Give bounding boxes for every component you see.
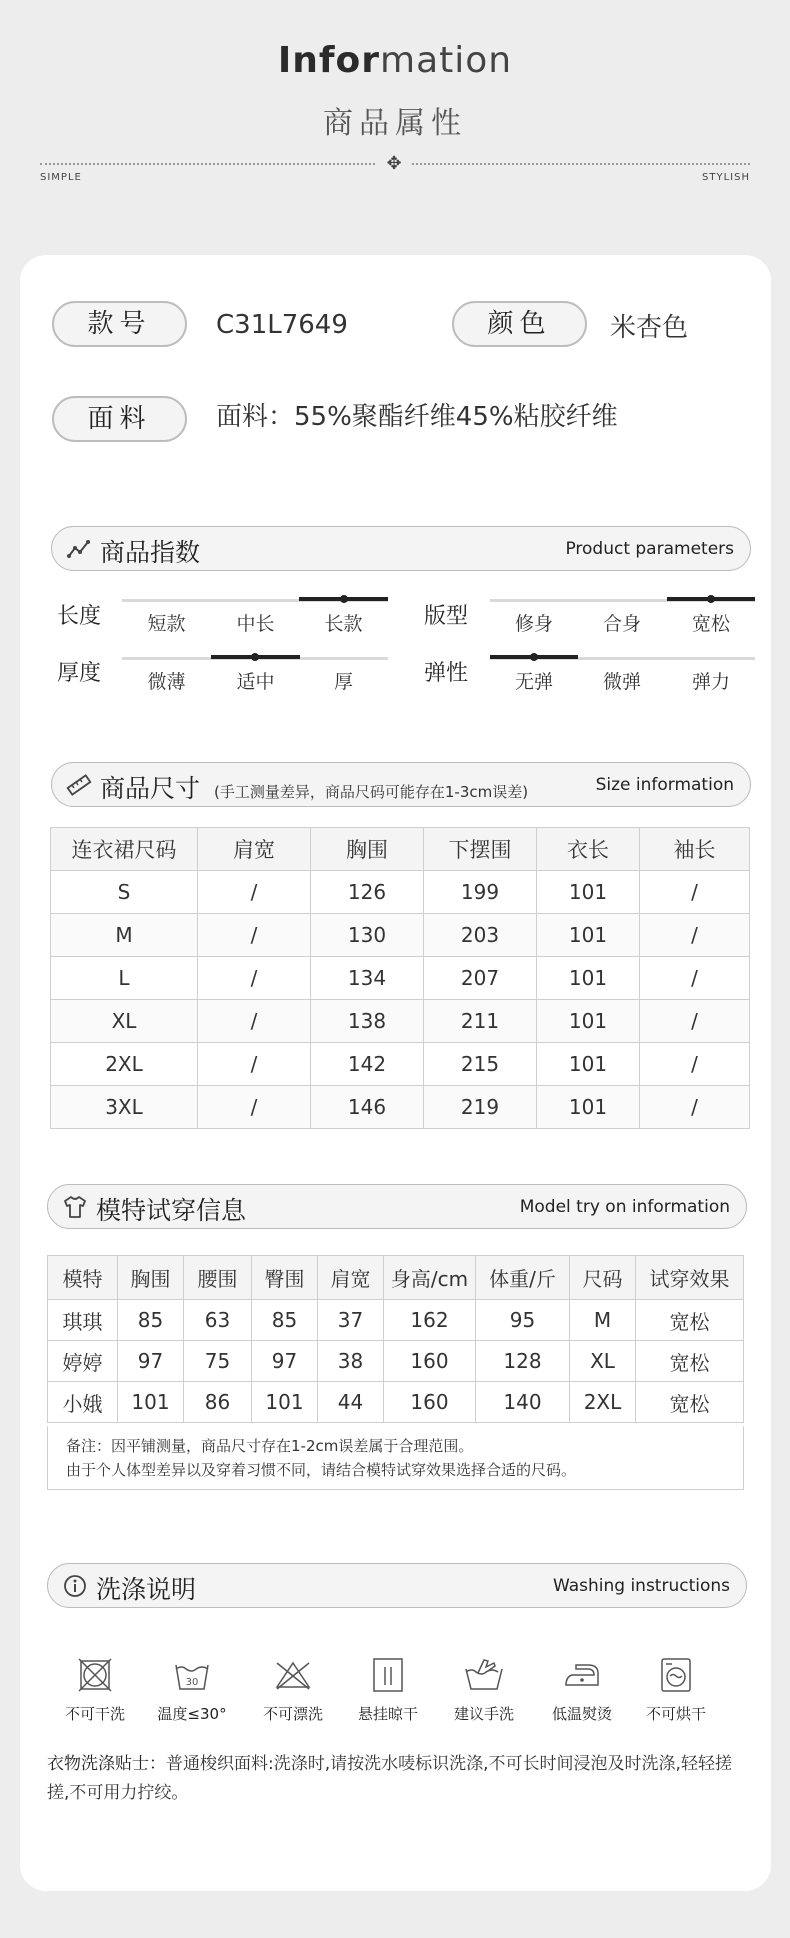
table-cell: 宽松 (636, 1300, 744, 1341)
table-header: 肩宽 (198, 828, 311, 871)
divider-right (412, 163, 750, 165)
wash-label: 悬挂晾干 (357, 1705, 418, 1723)
table-row (51, 871, 750, 914)
scale-option: 微弹 (602, 671, 641, 693)
page-header (0, 0, 790, 255)
table-cell: 95 (476, 1300, 570, 1341)
model-table (47, 1255, 744, 1423)
table-cell: 138 (311, 1000, 424, 1043)
fabric-label: 面料 (52, 396, 187, 442)
table-header: 尺码 (570, 1256, 636, 1300)
table-cell: XL (51, 1000, 198, 1043)
index-label-length: 长度 (57, 604, 102, 629)
header-title: Information (277, 40, 513, 81)
table-header: 模特 (48, 1256, 118, 1300)
scale-option: 无弹 (514, 671, 553, 693)
scale-option: 微薄 (147, 671, 186, 693)
table-cell: 101 (537, 1043, 640, 1086)
divider-left (40, 163, 375, 165)
table-row (51, 1086, 750, 1129)
scale-option: 合身 (602, 613, 641, 635)
index-label-elasticity: 弹性 (424, 661, 469, 686)
table-row (51, 1000, 750, 1043)
table-cell: 2XL (51, 1043, 198, 1086)
table-cell: 宽松 (636, 1341, 744, 1382)
wash-label: 低温熨烫 (551, 1705, 612, 1723)
section-header-model (47, 1184, 747, 1229)
table-cell: 146 (311, 1086, 424, 1129)
table-cell: 75 (184, 1341, 252, 1382)
no-tumble-icon (656, 1655, 696, 1695)
table-header: 臀围 (252, 1256, 318, 1300)
table-header: 试穿效果 (636, 1256, 744, 1300)
wash-item (636, 1655, 716, 1724)
fit-scale (490, 599, 755, 635)
ornament-icon: ✥ (386, 153, 402, 174)
table-cell: 215 (424, 1043, 537, 1086)
ruler-icon (66, 772, 92, 798)
table-cell: / (198, 1043, 311, 1086)
table-cell: / (198, 1000, 311, 1043)
table-cell: / (640, 871, 750, 914)
table-cell: / (198, 914, 311, 957)
table-cell: 142 (311, 1043, 424, 1086)
style-no-value: C31L7649 (216, 310, 348, 340)
table-cell: L (51, 957, 198, 1000)
table-cell: 101 (537, 914, 640, 957)
table-row (51, 914, 750, 957)
style-no-label: 款号 (52, 301, 187, 347)
section-title-en: Washing instructions (552, 1576, 730, 1596)
table-cell: 199 (424, 871, 537, 914)
scale-option: 适中 (236, 671, 275, 693)
table-cell: 160 (384, 1341, 476, 1382)
elasticity-scale (490, 657, 755, 693)
tag-right: STYLISH (702, 172, 750, 183)
table-header: 腰围 (184, 1256, 252, 1300)
table-cell: 85 (252, 1300, 318, 1341)
section-header-size (51, 762, 751, 807)
table-header: 衣长 (537, 828, 640, 871)
wash-label: 建议手洗 (453, 1705, 514, 1723)
wash-label: 不可漂洗 (262, 1705, 323, 1723)
index-label-thickness: 厚度 (57, 661, 102, 686)
section-title: 模特试穿信息 (96, 1196, 247, 1225)
no-bleach-icon (273, 1655, 313, 1695)
wash-item (152, 1655, 232, 1724)
info-icon (62, 1573, 88, 1599)
info-card (20, 255, 771, 1891)
wash-item (542, 1655, 622, 1724)
table-cell: 101 (537, 871, 640, 914)
line-dry-icon (368, 1655, 408, 1695)
wash-label: 不可干洗 (64, 1705, 125, 1723)
table-row (48, 1341, 744, 1382)
section-header-index (51, 526, 751, 571)
section-note: (手工测量差异，商品尺码可能存在1-3cm误差) (214, 783, 529, 801)
scale-option: 厚 (333, 671, 353, 693)
header-subtitle: 商品属性 (323, 106, 467, 141)
table-header: 袖长 (640, 828, 750, 871)
table-cell: 101 (537, 957, 640, 1000)
table-cell: / (640, 914, 750, 957)
color-label: 颜色 (452, 301, 587, 347)
section-title-en: Product parameters (565, 539, 734, 559)
table-cell: 160 (384, 1382, 476, 1423)
table-cell: S (51, 871, 198, 914)
table-row (51, 957, 750, 1000)
table-cell: 3XL (51, 1086, 198, 1129)
wash-item (348, 1655, 428, 1724)
table-cell: 162 (384, 1300, 476, 1341)
table-cell: 101 (537, 1086, 640, 1129)
table-header: 肩宽 (318, 1256, 384, 1300)
index-label-fit: 版型 (424, 604, 469, 629)
table-cell: 97 (118, 1341, 184, 1382)
remark-line: 备注：因平铺测量，商品尺寸存在1-2cm误差属于合理范围。 (66, 1437, 474, 1455)
table-cell: / (640, 957, 750, 1000)
table-cell: / (198, 871, 311, 914)
table-row (48, 1382, 744, 1423)
table-cell: / (640, 1000, 750, 1043)
table-cell: / (198, 957, 311, 1000)
wash-label: 温度≤30° (157, 1705, 227, 1723)
table-header: 胸围 (118, 1256, 184, 1300)
wash-tip (47, 1750, 747, 1808)
thickness-scale (122, 657, 388, 693)
table-cell: 128 (476, 1341, 570, 1382)
table-cell: 203 (424, 914, 537, 957)
wash-item (55, 1655, 135, 1724)
table-cell: / (640, 1043, 750, 1086)
scale-option: 短款 (147, 613, 186, 635)
wash-label: 不可烘干 (645, 1705, 706, 1723)
color-value: 米杏色 (610, 313, 689, 343)
table-cell: 219 (424, 1086, 537, 1129)
table-cell: 140 (476, 1382, 570, 1423)
wash-tip-text: 普通梭织面料:洗涤时,请按洗水唛标识洗涤,不可长时间浸泡及时洗涤,轻轻搓搓,不可用力拧绞。 (47, 1754, 732, 1803)
table-cell: 37 (318, 1300, 384, 1341)
table-cell: 126 (311, 871, 424, 914)
low-iron-icon (562, 1655, 602, 1695)
table-cell: 101 (118, 1382, 184, 1423)
wash-item (253, 1655, 333, 1724)
table-cell: 小娥 (48, 1382, 118, 1423)
model-remark (47, 1426, 744, 1490)
table-cell: 86 (184, 1382, 252, 1423)
table-cell: 63 (184, 1300, 252, 1341)
section-title-en: Size information (595, 775, 734, 795)
hand-wash-icon (464, 1655, 504, 1695)
section-title: 商品尺寸 (手工测量差异，商品尺码可能存在1-3cm误差) (100, 774, 529, 803)
table-cell: M (51, 914, 198, 957)
scale-option: 中长 (236, 613, 275, 635)
remark-line: 由于个人体型差异以及穿着习惯不同，请结合模特试穿效果选择合适的尺码。 (66, 1461, 577, 1479)
table-cell: M (570, 1300, 636, 1341)
table-cell: 134 (311, 957, 424, 1000)
section-title: 洗涤说明 (96, 1575, 197, 1604)
section-header-wash (47, 1563, 747, 1608)
scale-option: 长款 (324, 613, 363, 635)
table-cell: 211 (424, 1000, 537, 1043)
svg-text:30: 30 (185, 1677, 199, 1688)
table-header: 胸围 (311, 828, 424, 871)
shirt-icon (62, 1194, 88, 1220)
wash-30-icon (172, 1655, 212, 1695)
table-cell: 38 (318, 1341, 384, 1382)
size-table (50, 827, 750, 1129)
table-cell: / (640, 1086, 750, 1129)
trend-icon (66, 536, 92, 562)
table-header: 身高/cm (384, 1256, 476, 1300)
table-cell: / (198, 1086, 311, 1129)
table-row (48, 1300, 744, 1341)
table-cell: 97 (252, 1341, 318, 1382)
length-scale (122, 599, 388, 635)
table-cell: 44 (318, 1382, 384, 1423)
table-cell: 婷婷 (48, 1341, 118, 1382)
table-cell: 207 (424, 957, 537, 1000)
scale-option: 宽松 (691, 613, 730, 635)
table-cell: XL (570, 1341, 636, 1382)
wash-tip-label: 衣物洗涤贴士： (47, 1754, 166, 1774)
tag-left: SIMPLE (40, 172, 82, 183)
table-cell: 101 (537, 1000, 640, 1043)
wash-item (444, 1655, 524, 1724)
table-cell: 2XL (570, 1382, 636, 1423)
fabric-value: 面料：55%聚酯纤维45%粘胶纤维 (216, 402, 618, 432)
table-cell: 琪琪 (48, 1300, 118, 1341)
table-header: 连衣裙尺码 (51, 828, 198, 871)
table-cell: 101 (252, 1382, 318, 1423)
section-title-en: Model try on information (519, 1197, 730, 1217)
scale-option: 修身 (514, 613, 553, 635)
section-title: 商品指数 (100, 538, 201, 567)
table-row (51, 1043, 750, 1086)
scale-option: 弹力 (691, 671, 730, 693)
table-cell: 85 (118, 1300, 184, 1341)
table-header: 体重/斤 (476, 1256, 570, 1300)
table-cell: 宽松 (636, 1382, 744, 1423)
no-dry-clean-icon (75, 1655, 115, 1695)
table-header: 下摆围 (424, 828, 537, 871)
table-cell: 130 (311, 914, 424, 957)
